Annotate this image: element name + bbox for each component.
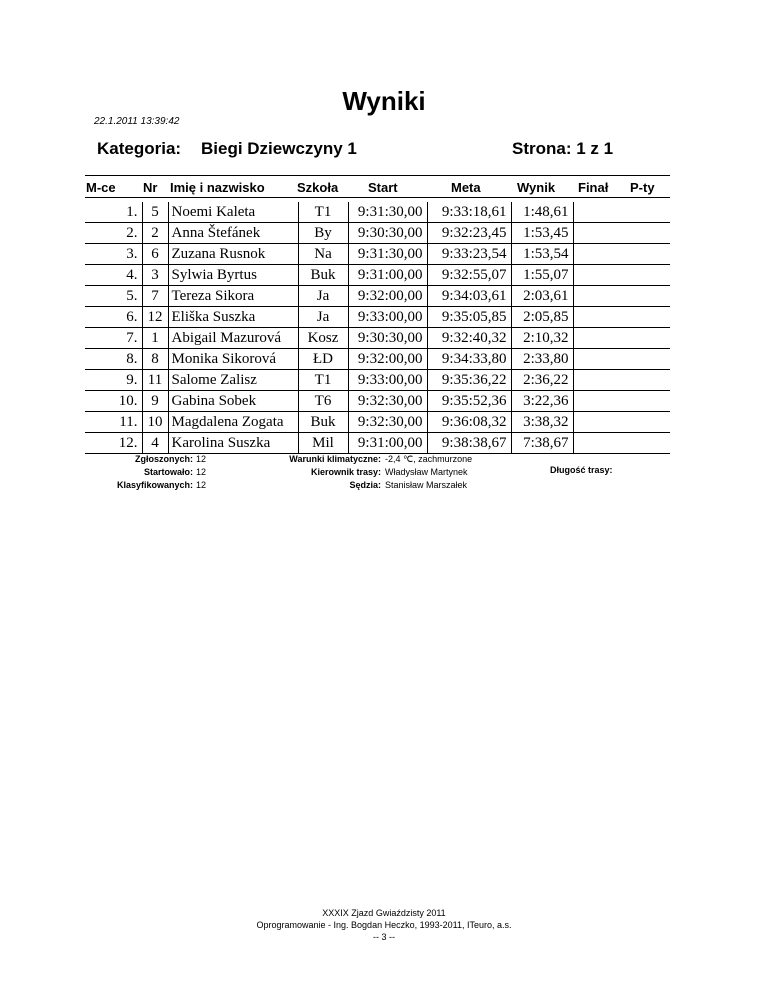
col-header-final: Finał: [578, 180, 609, 195]
cell-nr: 6: [142, 244, 168, 265]
category-label: Kategoria:: [97, 139, 182, 158]
cell-school: By: [298, 223, 348, 244]
cell-nr: 12: [142, 307, 168, 328]
cell-finish: 9:38:38,67: [427, 433, 511, 454]
col-header-school: Szkoła: [297, 180, 339, 195]
cell-pos: 7.: [85, 328, 142, 349]
table-row: [85, 433, 670, 454]
cell-pos: 6.: [85, 307, 142, 328]
cell-final: [573, 202, 619, 223]
cell-nr: 5: [142, 202, 168, 223]
cell-points: [619, 307, 670, 328]
cell-school: T1: [298, 370, 348, 391]
cell-pos: 9.: [85, 370, 142, 391]
cell-finish: 9:34:33,80: [427, 349, 511, 370]
cell-name: Karolina Suszka: [168, 433, 298, 454]
cell-pos: 1.: [85, 202, 142, 223]
started-label: Startowało:: [143, 467, 193, 477]
cell-result: 3:22,36: [511, 391, 573, 412]
footer-page: -- 3 --: [373, 932, 395, 942]
cell-final: [573, 286, 619, 307]
cell-start: 9:32:30,00: [348, 412, 427, 433]
cell-school: Ja: [298, 307, 348, 328]
classified-value: 12: [196, 480, 207, 490]
cell-points: [619, 328, 670, 349]
cell-nr: 8: [142, 349, 168, 370]
cell-nr: 10: [142, 412, 168, 433]
track-length-label: Długość trasy:: [550, 465, 613, 475]
cell-result: 2:36,22: [511, 370, 573, 391]
cell-final: [573, 244, 619, 265]
cell-name: Abigail Mazurová: [168, 328, 298, 349]
cell-school: T6: [298, 391, 348, 412]
cell-points: [619, 202, 670, 223]
cell-points: [619, 370, 670, 391]
cell-pos: 5.: [85, 286, 142, 307]
cell-school: Buk: [298, 412, 348, 433]
cell-start: 9:31:00,00: [348, 265, 427, 286]
cell-points: [619, 349, 670, 370]
footer-event: XXXIX Zjazd Gwiaździsty 2011: [322, 908, 446, 918]
cell-start: 9:30:30,00: [348, 328, 427, 349]
cell-start: 9:31:30,00: [348, 244, 427, 265]
cell-final: [573, 328, 619, 349]
registered-value: 12: [196, 454, 207, 464]
cell-school: ŁD: [298, 349, 348, 370]
footer-software: Oprogramowanie - Ing. Bogdan Heczko, 1993-2011, ITeuro, a.s.: [256, 920, 512, 930]
page-title: Wyniki: [342, 86, 426, 116]
page-info: Strona: 1 z 1: [512, 139, 614, 158]
col-header-finish: Meta: [451, 180, 481, 195]
judge-label: Sędzia:: [349, 480, 381, 490]
cell-finish: 9:32:55,07: [427, 265, 511, 286]
cell-final: [573, 349, 619, 370]
cell-school: Ja: [298, 286, 348, 307]
started-value: 12: [196, 467, 207, 477]
cell-start: 9:31:30,00: [348, 202, 427, 223]
header-bottom-rule: [85, 197, 670, 198]
cell-result: 2:10,32: [511, 328, 573, 349]
cell-result: 1:53,45: [511, 223, 573, 244]
cell-finish: 9:32:40,32: [427, 328, 511, 349]
cell-start: 9:31:00,00: [348, 433, 427, 454]
cell-points: [619, 244, 670, 265]
col-header-pos: M-ce: [86, 180, 116, 195]
course-manager-label: Kierownik trasy:: [310, 467, 381, 477]
cell-start: 9:32:00,00: [348, 349, 427, 370]
col-header-result: Wynik: [517, 180, 556, 195]
table-row: [85, 265, 670, 286]
cell-name: Magdalena Zogata: [168, 412, 298, 433]
cell-start: 9:33:00,00: [348, 370, 427, 391]
cell-pos: 12.: [85, 433, 142, 454]
cell-final: [573, 265, 619, 286]
table-row: [85, 328, 670, 349]
cell-final: [573, 307, 619, 328]
cell-finish: 9:33:23,54: [427, 244, 511, 265]
cell-finish: 9:35:52,36: [427, 391, 511, 412]
timestamp: 22.1.2011 13:39:42: [94, 116, 180, 127]
header-top-rule: [85, 175, 670, 176]
cell-start: 9:32:30,00: [348, 391, 427, 412]
cell-name: Sylwia Byrtus: [168, 265, 298, 286]
cell-result: 1:53,54: [511, 244, 573, 265]
cell-name: Salome Zalisz: [168, 370, 298, 391]
cell-school: Na: [298, 244, 348, 265]
table-row: [85, 349, 670, 370]
cell-nr: 7: [142, 286, 168, 307]
cell-result: 7:38,67: [511, 433, 573, 454]
cell-name: Anna Štefánek: [168, 223, 298, 244]
stats-block: [0, 454, 193, 464]
cell-finish: 9:35:36,22: [427, 370, 511, 391]
weather-label: Warunki klimatyczne:: [289, 454, 381, 464]
cell-start: 9:33:00,00: [348, 307, 427, 328]
table-row: [85, 391, 670, 412]
category-value: Biegi Dziewczyny 1: [201, 139, 357, 158]
cell-final: [573, 412, 619, 433]
cell-pos: 3.: [85, 244, 142, 265]
cell-finish: 9:35:05,85: [427, 307, 511, 328]
col-header-points: P-ty: [630, 180, 655, 195]
cell-nr: 11: [142, 370, 168, 391]
cell-points: [619, 265, 670, 286]
col-header-start: Start: [368, 180, 398, 195]
cell-finish: 9:33:18,61: [427, 202, 511, 223]
cell-final: [573, 370, 619, 391]
cell-school: Kosz: [298, 328, 348, 349]
cell-pos: 8.: [85, 349, 142, 370]
cell-result: 3:38,32: [511, 412, 573, 433]
cell-pos: 11.: [85, 412, 142, 433]
cell-school: Mil: [298, 433, 348, 454]
cell-nr: 4: [142, 433, 168, 454]
cell-result: 2:33,80: [511, 349, 573, 370]
cell-finish: 9:32:23,45: [427, 223, 511, 244]
cell-result: 1:55,07: [511, 265, 573, 286]
cell-finish: 9:34:03,61: [427, 286, 511, 307]
cell-name: Monika Sikorová: [168, 349, 298, 370]
col-header-nr: Nr: [143, 180, 158, 195]
cell-start: 9:32:00,00: [348, 286, 427, 307]
cell-points: [619, 286, 670, 307]
cell-pos: 4.: [85, 265, 142, 286]
table-row: [85, 307, 670, 328]
registered-label: Zgłoszonych:: [135, 454, 193, 464]
cell-name: Zuzana Rusnok: [168, 244, 298, 265]
results-table: [85, 202, 670, 454]
cell-result: 2:05,85: [511, 307, 573, 328]
cell-finish: 9:36:08,32: [427, 412, 511, 433]
cell-name: Eliška Suszka: [168, 307, 298, 328]
course-manager-value: Władysław Martynek: [385, 467, 468, 477]
cell-final: [573, 223, 619, 244]
cell-pos: 2.: [85, 223, 142, 244]
cell-name: Tereza Sikora: [168, 286, 298, 307]
cell-points: [619, 412, 670, 433]
cell-name: Noemi Kaleta: [168, 202, 298, 223]
table-row: [85, 370, 670, 391]
table-row: [85, 286, 670, 307]
cell-result: 2:03,61: [511, 286, 573, 307]
col-header-name: Imię i nazwisko: [170, 180, 265, 195]
cell-nr: 1: [142, 328, 168, 349]
cell-points: [619, 391, 670, 412]
judge-value: Stanisław Marszałek: [385, 480, 468, 490]
cell-nr: 9: [142, 391, 168, 412]
cell-result: 1:48,61: [511, 202, 573, 223]
cell-nr: 2: [142, 223, 168, 244]
cell-nr: 3: [142, 265, 168, 286]
cell-school: T1: [298, 202, 348, 223]
cell-points: [619, 223, 670, 244]
table-row: [85, 412, 670, 433]
table-row: [85, 223, 670, 244]
classified-label: Klasyfikowanych:: [116, 480, 193, 490]
cell-final: [573, 391, 619, 412]
cell-name: Gabina Sobek: [168, 391, 298, 412]
cell-school: Buk: [298, 265, 348, 286]
cell-start: 9:30:30,00: [348, 223, 427, 244]
table-row: [85, 244, 670, 265]
weather-value: -2,4 ℃, zachmurzone: [385, 454, 473, 464]
cell-points: [619, 433, 670, 454]
cell-final: [573, 433, 619, 454]
cell-pos: 10.: [85, 391, 142, 412]
table-row: [85, 202, 670, 223]
